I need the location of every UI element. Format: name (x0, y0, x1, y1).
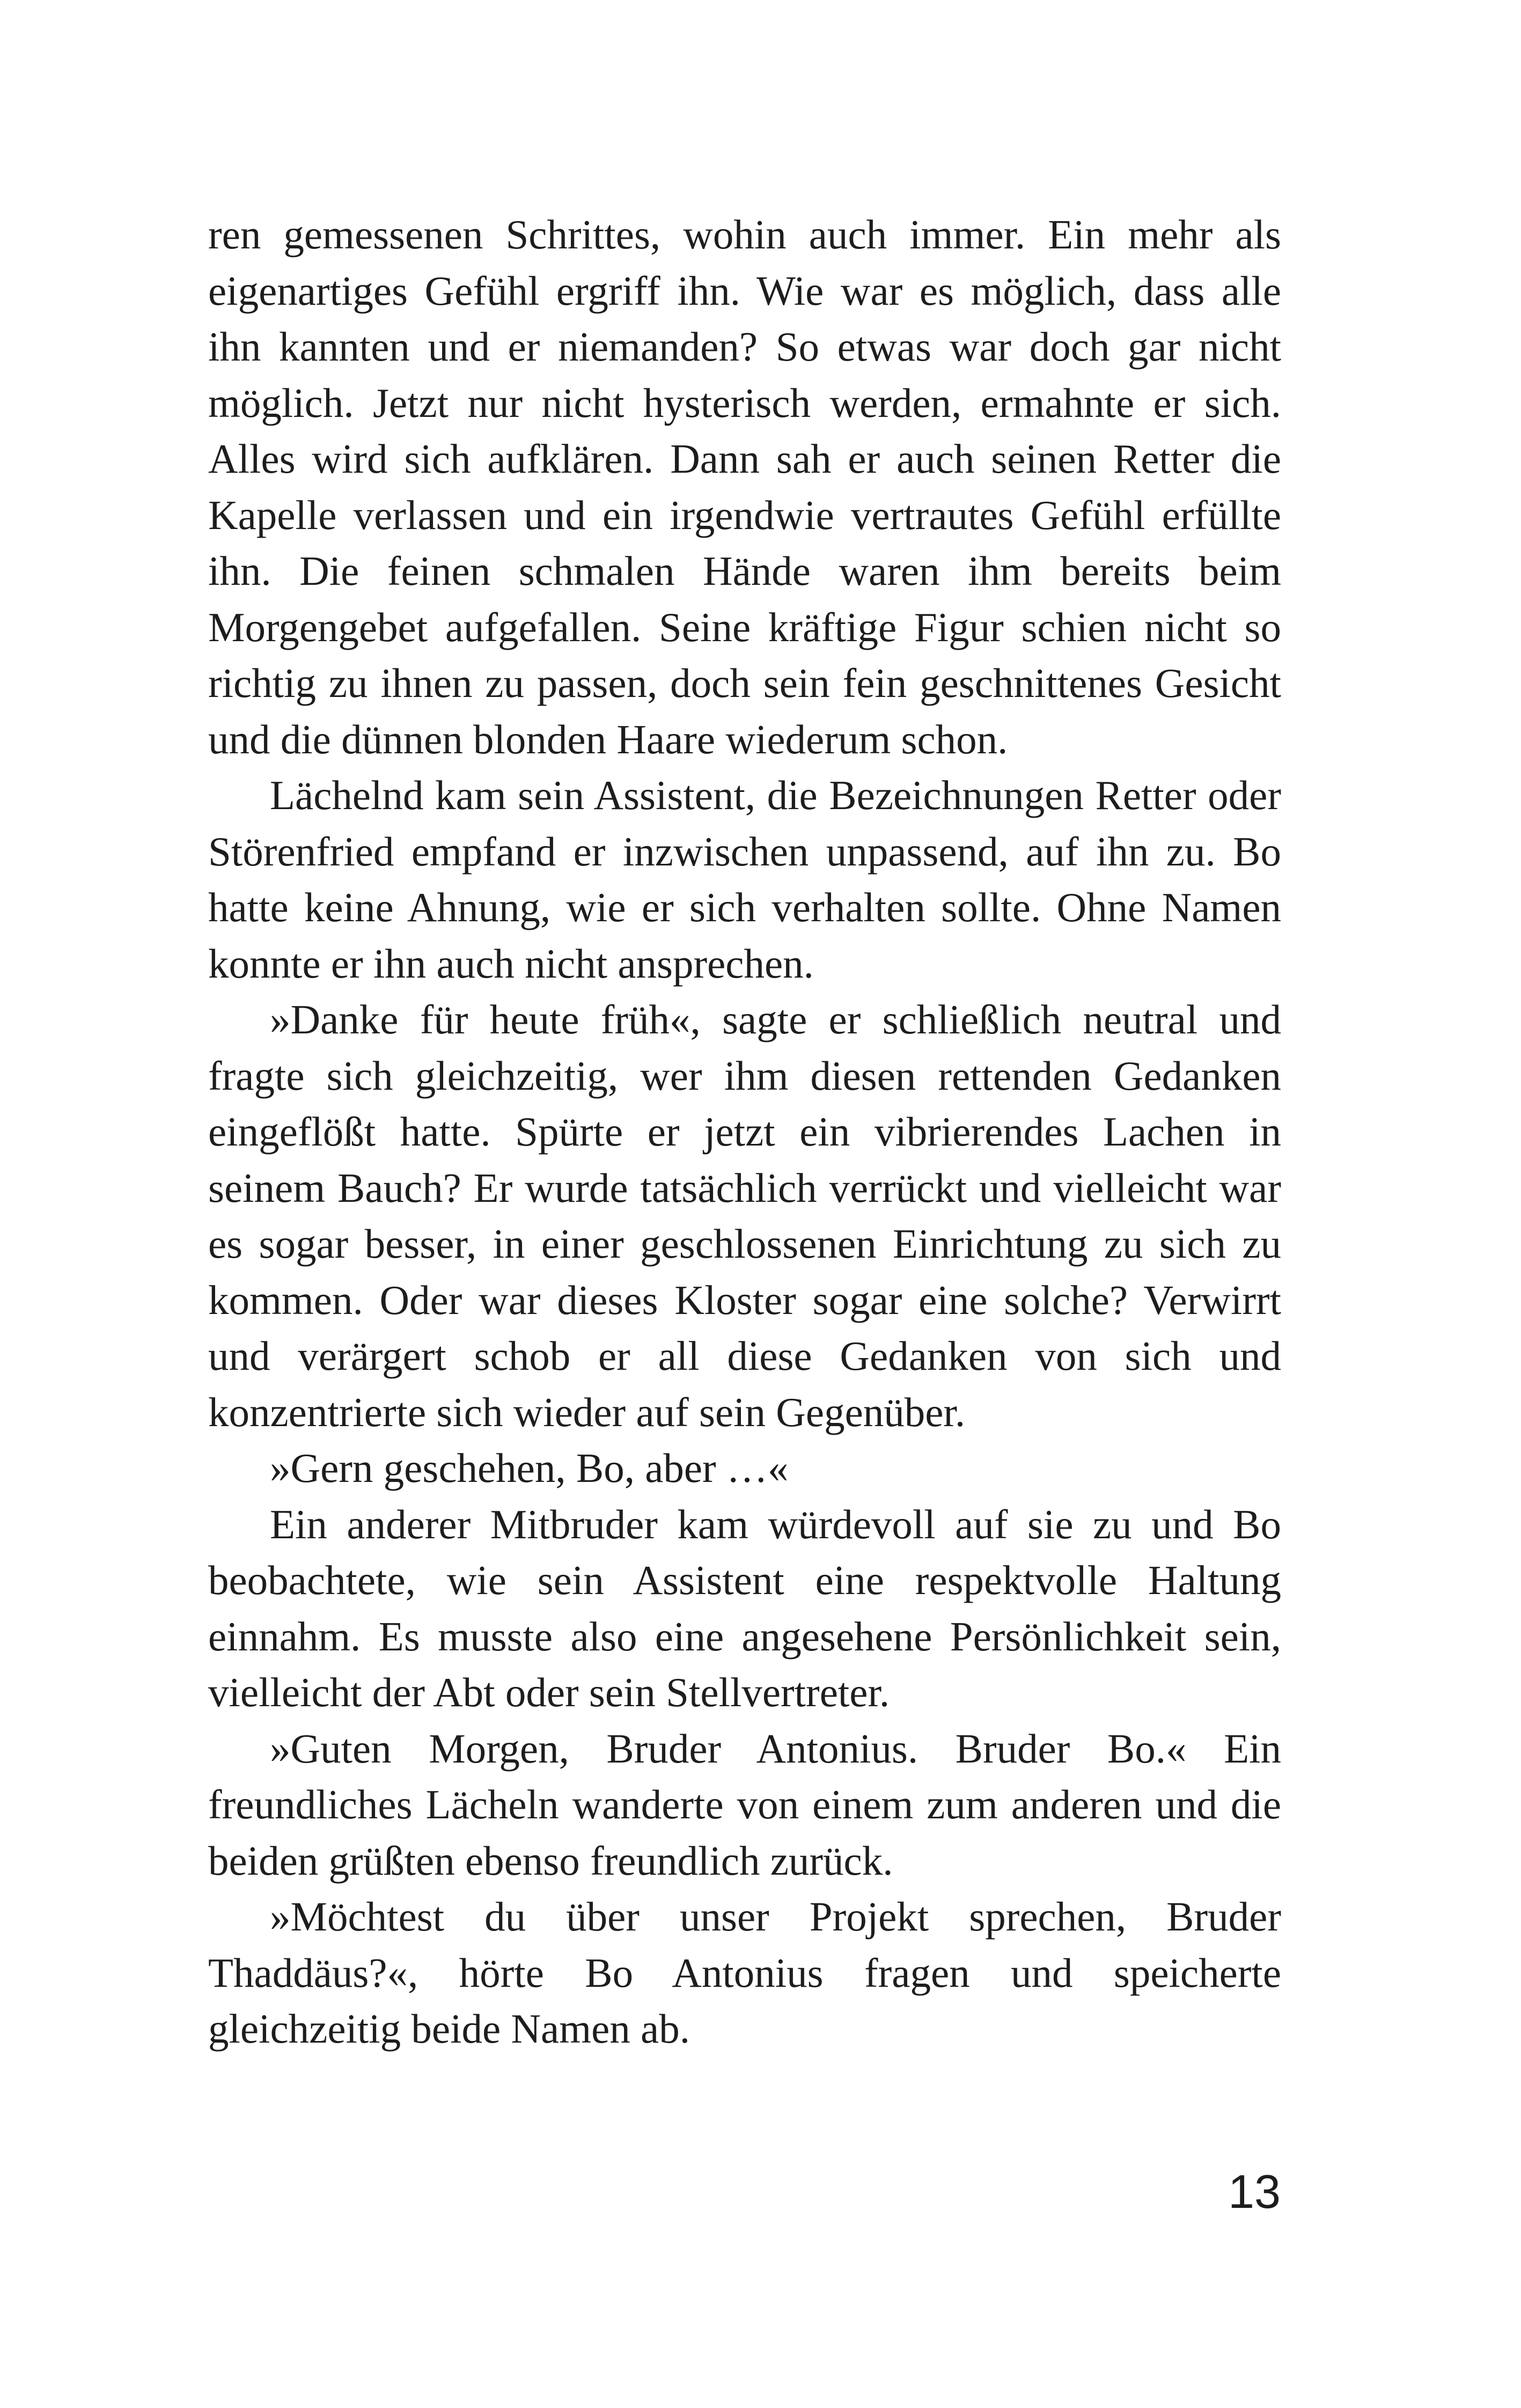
paragraph-7: »Möchtest du über unser Projekt sprechen, Bruder Thaddäus?«, hörte Bo Antonius fragen und speicherte gleichzeitig beide Namen ab. (208, 1893, 1281, 2052)
paragraph-2: Lächelnd kam sein Assistent, die Bezeichnungen Retter oder Störenfried empfand er inzwischen unpassend, auf ihn zu. Bo hatte keine Ahnung, wie er sich verhalten sollte. Ohne Namen konnte er ihn auch nicht ansprechen. (208, 772, 1281, 987)
paragraph-3: »Danke für heute früh«, sagte er schließlich neutral und fragte sich gleichzeitig, wer ihm diesen rettenden Gedanken eingeflößt hatte. Spürte er jetzt ein vibrierendes Lachen in seinem Bauch? Er wurde tatsächlich verrückt und vielleicht war es sogar besser, in einer geschlossenen Einrichtung zu sich zu kommen. Oder war dieses Kloster sogar eine solche? Verwirrt und verärgert schob er all diese Gedanken von sich und konzentrierte sich wieder auf sein Gegenüber. (208, 996, 1281, 1435)
paragraph-5: Ein anderer Mitbruder kam würdevoll auf sie zu und Bo beobachtete, wie sein Assistent eine respektvolle Haltung einnahm. Es musste also eine angesehene Persönlichkeit sein, vielleicht der Abt oder sein Stellvertreter. (208, 1501, 1281, 1715)
body-text (208, 207, 1281, 2057)
paragraph-4: »Gern geschehen, Bo, aber …« (270, 1445, 789, 1491)
paragraph-1: ren gemessenen Schrittes, wohin auch immer. Ein mehr als eigenartiges Gefühl ergriff ihn. Wie war es möglich, dass alle ihn kannten und er niemanden? So etwas war doch gar nicht möglich. Jetzt nur nicht hysterisch werden, ermahnte er sich. Alles wird sich aufklären. Dann sah er auch seinen Retter die Kapelle verlassen und ein irgendwie vertrautes Gefühl erfüllte ihn. Die feinen schmalen Hände waren ihm bereits beim Morgengebet aufgefallen. Seine kräftige Figur schien nicht so richtig zu ihnen zu passen, doch sein fein geschnittenes Gesicht und die dünnen blonden Haare wiederum schon. (208, 211, 1281, 762)
paragraph-6: »Guten Morgen, Bruder Antonius. Bruder Bo.« Ein freundliches Lächeln wanderte von einem zum anderen und die beiden grüßten ebenso freundlich zurück. (208, 1725, 1281, 1884)
page-number: 13 (1228, 2165, 1281, 2218)
